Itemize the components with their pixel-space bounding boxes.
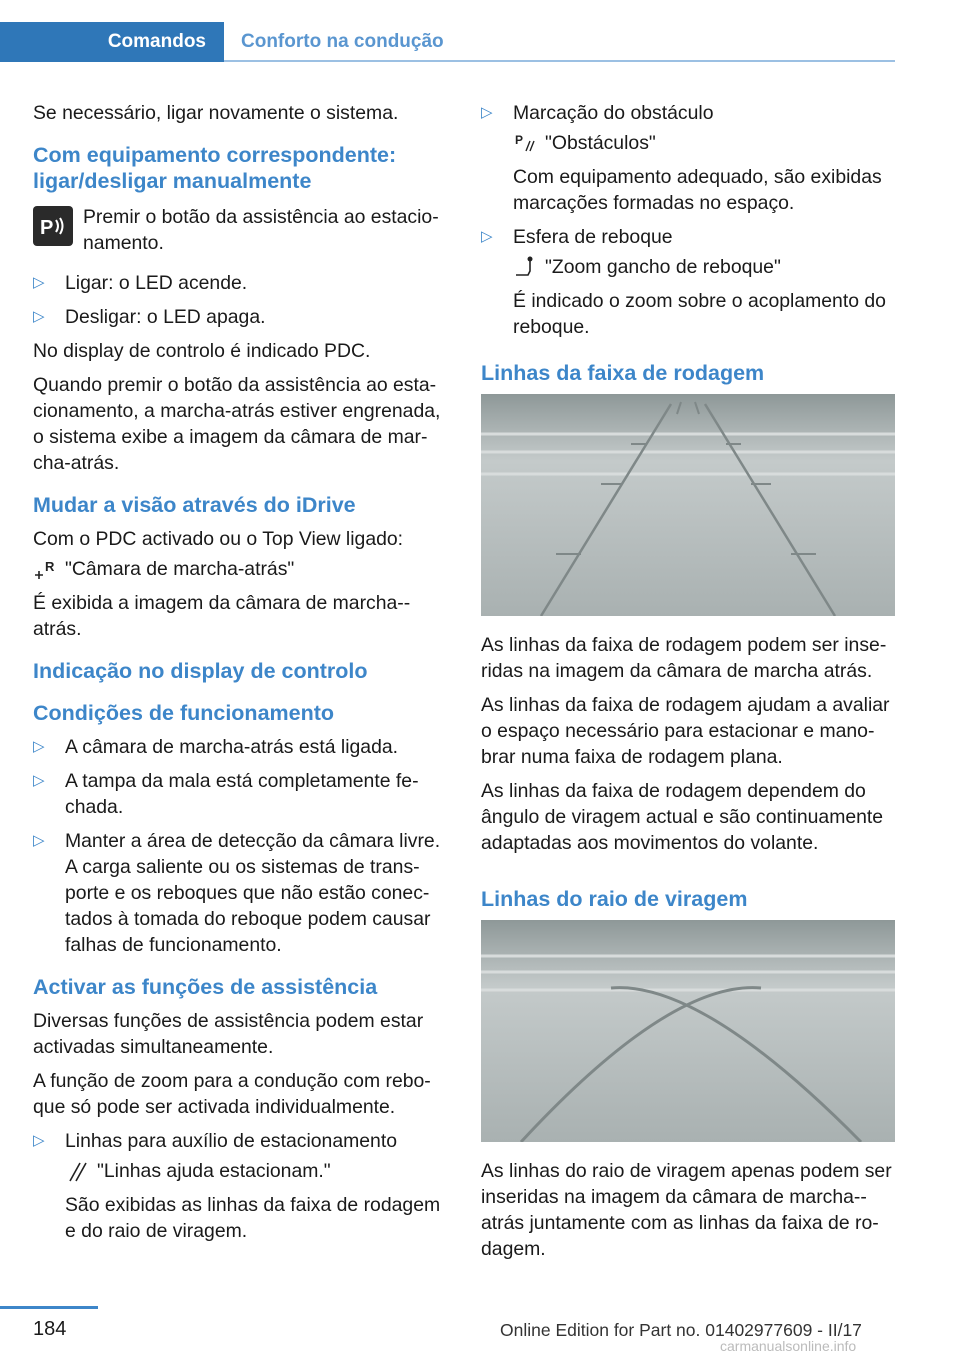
park-assist-button-icon [33, 206, 73, 246]
svg-text:P: P [40, 217, 54, 239]
list-item: ▷ Linhas para auxílio de estacionamento [33, 1128, 453, 1154]
zoom-menu-label: "Zoom gancho de reboque" [545, 256, 781, 278]
edition-note: Online Edition for Part no. 01402977609 - II/17 [500, 1320, 862, 1340]
paragraph: As linhas da faixa de rodagem podem ser inse-ridas na imagem da câmara de marcha atrás. [481, 634, 887, 682]
svg-text:R: R [45, 559, 55, 574]
paragraph: Se necessário, ligar novamente o sistema. [33, 102, 399, 124]
menu-zoom-reboque [481, 254, 897, 280]
paragraph: As linhas do raio de viragem apenas podem ser inseridas na imagem da câmara de marcha--atrás juntamente com as linhas da faixa de ro-dagem. [481, 1160, 892, 1260]
heading-activar: Activar as funções de assistência [33, 975, 378, 999]
camera-menu-label: "Câmara de marcha-atrás" [65, 558, 295, 580]
paragraph: No display de controlo é indicado PDC. [33, 340, 371, 362]
paragraph: Diversas funções de assistência podem estar activadas simultaneamente. [33, 1010, 424, 1058]
watermark: carmanualsonline.info [720, 1338, 857, 1354]
paragraph: É indicado o zoom sobre o acoplamento do reboque. [513, 290, 886, 338]
paragraph: São exibidas as linhas da faixa de rodagem e do raio de viragem. [65, 1194, 441, 1242]
heading-raio: Linhas do raio de viragem [481, 887, 748, 911]
turning-radius-image [481, 920, 895, 1142]
linhas-menu-label: "Linhas ajuda estacionam." [97, 1160, 331, 1182]
lane-lines-image [481, 394, 895, 616]
heading-idrive: Mudar a visão através do iDrive [33, 493, 356, 517]
list-item: ▷ Ligar: o LED acende. [33, 270, 453, 296]
svg-text:P: P [515, 133, 524, 147]
menu-obstaculos [481, 130, 897, 156]
tow-hook-icon [513, 254, 539, 280]
menu-linhas [33, 1158, 453, 1184]
right-column [481, 100, 897, 1270]
paragraph: Com equipamento adequado, são exibidas marcações formadas no espaço. [513, 166, 882, 214]
heading-condicoes: Condições de funcionamento [33, 701, 335, 725]
tab-conforto-label: Conforto na condução [241, 31, 444, 52]
paragraph: Premir o botão da assistência ao estacio-namento. [83, 206, 439, 254]
paragraph: A função de zoom para a condução com rebo-que só pode ser activada individualmente. [33, 1070, 431, 1118]
paragraph: As linhas da faixa de rodagem dependem do ângulo de viragem actual e são continuamente adaptadas aos movimentos do volante. [481, 780, 884, 854]
rear-camera-icon [33, 556, 59, 582]
paragraph: É exibida a imagem da câmara de marcha--atrás. [33, 592, 411, 640]
left-column [33, 100, 453, 1252]
footer-rule [0, 1306, 98, 1309]
obstacle-icon [513, 130, 539, 156]
list-item: ▷ A câmara de marcha-atrás está ligada. [33, 734, 453, 760]
page-number: 184 [33, 1318, 67, 1340]
header-tabbar [0, 22, 895, 62]
park-assist-instruction [33, 204, 453, 256]
heading-faixa: Linhas da faixa de rodagem [481, 361, 765, 385]
heading-indicacao: Indicação no display de controlo [33, 659, 368, 683]
parking-lines-icon [65, 1158, 91, 1184]
paragraph: Com o PDC activado ou o Top View ligado: [33, 528, 404, 550]
menu-camera [33, 556, 453, 582]
header-rule [224, 60, 895, 62]
list-item: ▷ Desligar: o LED apaga. [33, 304, 453, 330]
tab-comandos[interactable] [0, 22, 224, 62]
list-item: ▷ Manter a área de detecção da câmara livre. A carga saliente ou os sistemas de trans-porte e os reboques que não estão conec-tados à tomada do reboque podem causar falhas de funcionamento. [33, 828, 453, 958]
list-item: ▷ A tampa da mala está completamente fe-chada. [33, 768, 453, 820]
obstaculos-menu-label: "Obstáculos" [545, 132, 656, 154]
paragraph: As linhas da faixa de rodagem ajudam a avaliar o espaço necessário para estacionar e mano-brar numa faixa de rodagem plana. [481, 694, 890, 768]
tab-comandos-label: Comandos [107, 31, 206, 52]
paragraph: Quando premir o botão da assistência ao esta-cionamento, a marcha-atrás estiver engrenada, o sistema exibe a imagem da câmara de mar-cha-atrás. [33, 374, 441, 474]
tab-conforto[interactable] [224, 22, 444, 62]
list-item: ▷ Marcação do obstáculo [481, 100, 897, 126]
heading-manual: Com equipamento correspondente: ligar/desligar manualmente [33, 143, 397, 193]
list-item: ▷ Esfera de reboque [481, 224, 897, 250]
